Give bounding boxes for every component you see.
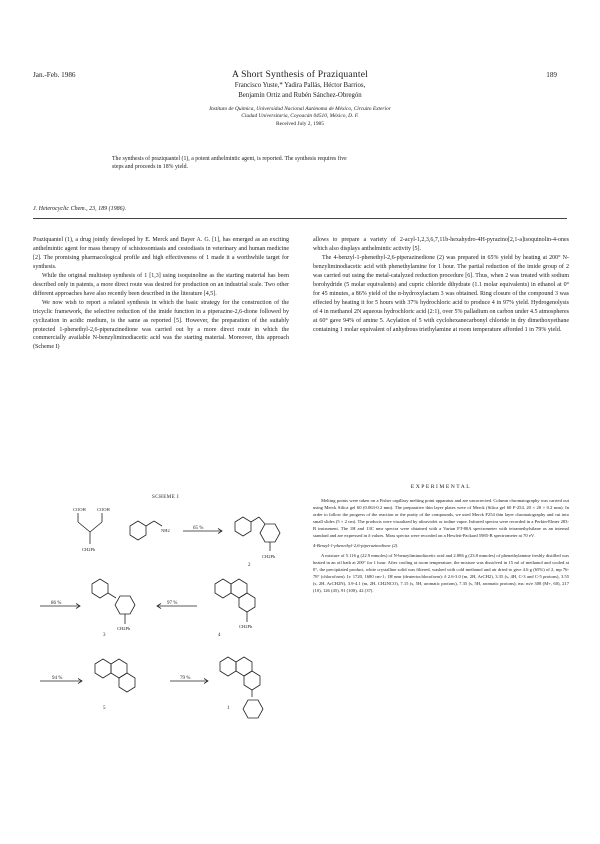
compound-4-structure xyxy=(215,579,255,622)
header-divider xyxy=(33,218,567,219)
compound-4-number: 4 xyxy=(218,633,221,638)
ch2ph-label-start: CH2Ph xyxy=(82,547,96,552)
compound-2-structure xyxy=(235,517,280,551)
yield-step-4: 94 % xyxy=(52,676,63,681)
iminodiacetic-acid-structure xyxy=(78,513,102,544)
right-paragraph-2: The 4-benzyl-1-phenethyl-2,6-piperazinedione (2) was prepared in 65% yield by heating at 200° N-benzyliminodiacetic acid with phenethylamine for 1 hour. The partial reduction of the imide group of 2 was carried out using the metal-catalyzed reduction procedure [6]. Thus, when 2 was treated with sodium borohydride (5 molar equivalents) and cupric chloride dihydrate (1.1 molar equivalents) in ethanol at 0° for 45 minutes, a 86% yield of the α-hydroxylactam 3 was obtained. Ring closure of the compound 3 was effected by heating it for 5 hours with 37% hydrochloric acid to produce 4 in 97% yield. Hydrogenolysis of 4 in methanol 2N aqueous hydrochloric acid (2:1), over 5% palladium on carbon under 4.5 atmospheres at 60° gave 94% of amine 5. Acylation of 5 with cyclohexanecarbonyl chloride in dry dimethoxyethane containing 1 molar equivalent of anhydrous triethylamine at room temperature afforded 1 in 79% yield. xyxy=(313,254,569,333)
journal-date: Jan.-Feb. 1986 xyxy=(33,71,76,79)
right-column xyxy=(313,236,569,334)
authors-line-2: Benjamín Ortiz and Rubén Sánchez-Obregón xyxy=(238,92,362,99)
article-title: A Short Synthesis of Praziquantel xyxy=(231,69,369,80)
yield-step-5: 79 % xyxy=(180,676,191,681)
compound-2-number: 2 xyxy=(248,563,251,568)
scheme-diagram xyxy=(30,504,300,724)
left-paragraph-1: Praziquantel (1), a drug jointly developed by E. Merck and Bayer A. G. [1], has emerged as an exciting anthelmintic agent for mass therapy of schistosomiasis and cestodiasis in veterinary and human medicine [2]. The promising pharmacological profile and high effectiveness of 1 made it a worthwhile target for synthesis. xyxy=(33,237,289,270)
ch2ph-label-compound-3: CH2Ph xyxy=(117,626,131,631)
authors-line-1: Francisco Yuste,* Yadira Pallás, Héctor Barrios, xyxy=(234,82,366,89)
compound-2-subheading: 4-Benzyl-1-phenethyl-2,6-piperazinedione (2). xyxy=(313,543,399,549)
compound-5-structure xyxy=(95,659,135,692)
page-number: 189 xyxy=(546,71,557,79)
nh2-label: NH2 xyxy=(161,528,170,533)
experimental-section xyxy=(313,498,569,595)
scheme-label: SCHEME I xyxy=(152,495,180,500)
compound-1-number: 1 xyxy=(227,706,230,711)
abstract-line-1: The synthesis of praziquantel (1), a potent anthelmintic agent, is reported. The synthesis requires five xyxy=(112,156,347,162)
compound-5-number: 5 xyxy=(103,706,106,711)
received-date: Received July 2, 1985 xyxy=(276,121,324,127)
yield-step-3: 97 % xyxy=(167,601,178,606)
citation: J. Heterocyclic Chem., 23, 189 (1986). xyxy=(33,206,127,212)
experimental-heading: EXPERIMENTAL xyxy=(410,484,472,490)
cooh-label-2: COOH xyxy=(97,507,110,512)
left-paragraph-2: While the original multistep synthesis of 1 [1,3] using isoquinoline as the starting material has been described only in patents, a more direct route was desired for production on an industrial scale. Two other different approaches have also recently been described in the literature [4,5]. xyxy=(33,272,289,297)
left-paragraph-3: We now wish to report a related synthesis in which the basic strategy for the construction of the tricyclic framework, the selective reduction of the imide function in a piperazine-2,6-dione followed by cyclization in acidic medium, is the same as reported [5]. However, the preparation of the suitably protected 1-phenethyl-2,6-piperazinedione was carried out by a more direct route in which the commercially available N-benzyliminodiacetic acid was the starting material. Moreover, this approach (Scheme I) xyxy=(33,299,289,351)
abstract xyxy=(112,155,492,171)
experimental-paragraph-1: Melting points were taken on a Fisher capillary melting point apparatus and are uncorrected. Column chromatography was carried out using Merck Silica gel 60 (0.063-0.2 mm). The preparative thin layer plates were of Merck (Silica gel 60 F-254, 20 × 20 × 0.2 mm). In order to follow the progress of the reaction or the purity of the compounds, we used Merck F254 thin layer chromatography and cut into small slides (5 × 2 cm). The products were visualized by ultraviolet or iodine vapor. Infrared spectra were recorded in a Perkin-Elmer 283-B instrument. The 1H and 13C nmr spectra were obtained with a Varian FT-80A spectrometer with tetramethylsilane as an internal standard and are expressed in δ values. Mass spectra were recorded on a Hewlett-Packard 5985-B spectrometer at 70 eV. xyxy=(313,498,569,538)
yield-step-1: 65 % xyxy=(193,526,204,531)
ch2ph-label-compound-4: CH2Ph xyxy=(239,624,253,629)
experimental-paragraph-2: A mixture of 5.116 g (22.9 mmoles) of N-benzyliminodiacetic acid and 2.886 g (23.8 mmoles) of phenethylamine freshly distilled was heated in an oil bath at 200° for 1 hour. After cooling at room temperature, the mixture was dissolved in 15 ml of methanol and cooled at 0°, the precipitated product, white crystalline solid was filtered, washed with cold methanol and air dried to give 4.6 g (65%) of 2, mp 76-78° (chloroform). Ir: 1720, 1680 cm-1; 1H nmr (deuteriochloroform): δ 2.6-3.0 (m, 2H, ArCH2), 3.35 (s, 4H, C-3 and C-5 protons), 3.55 (s, 2H, ArCH2N), 3.9-4.1 (m, 2H, CH2NCO), 7.15 (s, 5H, aromatic protons), 7.35 (s, 5H, aromatic protons); ms: m/e 308 (M+, 60), 217 (10), 126 (45), 91 (100), 42 (37). xyxy=(313,553,569,593)
affiliation-line-1: Instituto de Química, Universidad Nacional Autónoma de México, Circuito Exterior xyxy=(209,106,391,112)
affiliation-line-2: Ciudad Universitaria, Coyoacán 04510, México, D. F. xyxy=(241,113,359,119)
cooh-label-1: COOH xyxy=(73,507,86,512)
yield-step-2: 86 % xyxy=(51,601,62,606)
compound-3-structure xyxy=(92,579,135,624)
right-paragraph-1: allows to prepare a variety of 2-acyl-1,2,3,6,7,11b-hexahydro-4H-pyrazino[2,1-a]isoquinolin-4-ones which also displays anthelmintic activity [5]. xyxy=(313,237,569,252)
ch2ph-label-compound-2: CH2Ph xyxy=(262,554,276,559)
abstract-line-2: steps and proceeds in 18% yield. xyxy=(112,164,188,171)
compound-3-number: 3 xyxy=(103,633,106,638)
left-column xyxy=(33,236,289,352)
phenethylamine-structure xyxy=(130,521,162,540)
